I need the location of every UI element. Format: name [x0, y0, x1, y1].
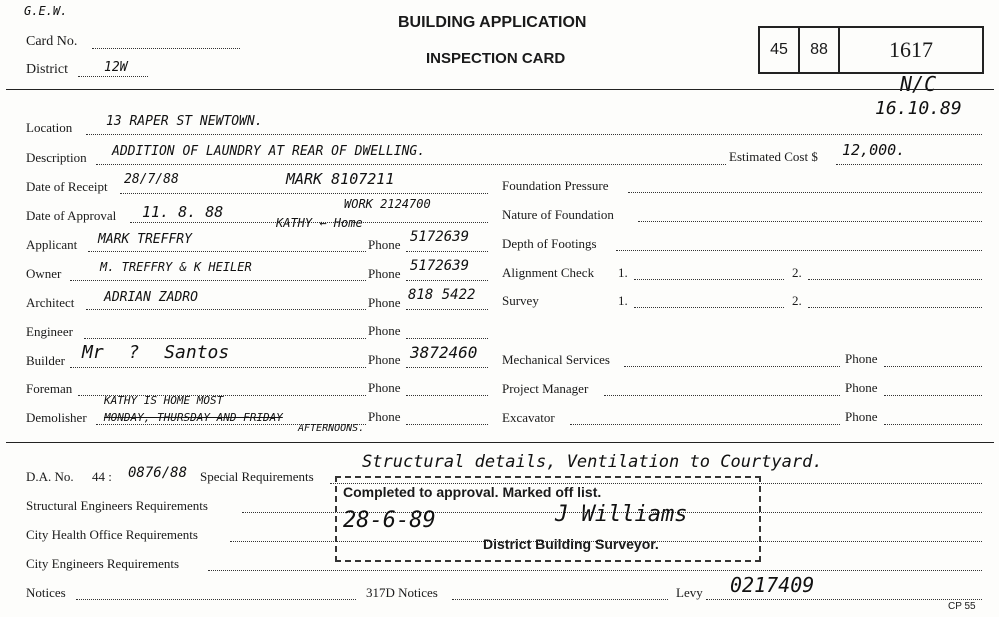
da-prefix: 44 :: [92, 469, 112, 484]
depth-of-footings-label: Depth of Footings: [502, 236, 597, 251]
survey-2: 2.: [792, 293, 802, 308]
box-88: 88: [800, 28, 840, 72]
project-manager-phone-label: Phone: [845, 380, 878, 395]
da-value: 0876/88: [128, 465, 188, 481]
owner-phone: 5172639: [410, 258, 470, 274]
engineer-label: Engineer: [26, 324, 73, 339]
location-value: 13 RAPER ST NEWTOWN.: [106, 114, 263, 129]
alignment-2: 2.: [792, 265, 802, 280]
applicant-phone-label: Phone: [368, 237, 401, 252]
stamp-line1: Completed to approval. Marked off list.: [343, 484, 602, 500]
survey-1: 1.: [618, 293, 628, 308]
architect-phone-label: Phone: [368, 295, 401, 310]
alignment-1: 1.: [618, 265, 628, 280]
applicant-line: [88, 251, 366, 252]
demolisher-phone-line: [406, 424, 488, 425]
applicant-phone: 5172639: [410, 229, 470, 245]
title-line2: INSPECTION CARD: [426, 50, 566, 67]
depth-of-footings-line: [616, 250, 982, 251]
survey-2-line: [808, 307, 982, 308]
demolisher-note3: AFTERNOONS.: [298, 423, 365, 434]
notices-317d-line: [452, 599, 668, 600]
survey-label: Survey: [502, 293, 539, 308]
project-manager-line: [604, 395, 840, 396]
approval-stamp: [335, 476, 761, 562]
gew-mark: G.E.W.: [24, 4, 68, 18]
builder-label: Builder: [26, 353, 65, 368]
alignment-check-label: Alignment Check: [502, 265, 595, 280]
project-manager-phone-line: [884, 395, 982, 396]
approval-note: WORK 2124700: [344, 197, 431, 211]
survey-1-line: [634, 307, 784, 308]
levy-label: Levy: [676, 585, 703, 600]
applicant-note: KATHY ← Home: [276, 216, 363, 230]
alignment-1-line: [634, 279, 784, 280]
builder-phone-label: Phone: [368, 352, 401, 367]
engineer-phone-line: [406, 338, 488, 339]
excavator-line: [570, 424, 840, 425]
applicant-phone-line: [406, 251, 488, 252]
engineer-line: [84, 338, 366, 339]
box-45: 45: [760, 28, 800, 72]
stamp-date: 28-6-89: [343, 508, 436, 533]
architect-value: ADRIAN ZADRO: [104, 290, 198, 305]
card-no-label: Card No.: [26, 34, 78, 49]
nc-note: N/C: [900, 72, 937, 96]
structural-label: Structural Engineers Requirements: [26, 498, 208, 513]
levy-line: [706, 599, 982, 600]
demolisher-note2: MONDAY, THURSDAY AND FRIDAY: [104, 411, 283, 424]
district-line: [78, 76, 148, 77]
applicant-label: Applicant: [26, 237, 78, 252]
levy-value: 0217409: [730, 573, 815, 597]
estimated-cost-value: 12,000.: [842, 141, 906, 159]
owner-value: M. TREFFRY & K HEILER: [100, 260, 252, 274]
architect-line: [86, 309, 366, 310]
district-label: District: [26, 62, 68, 77]
special-requirements-label: Special Requirements: [200, 469, 314, 484]
title-line1: BUILDING APPLICATION: [398, 14, 587, 31]
demolisher-phone-label: Phone: [368, 409, 401, 424]
district-value: 12W: [104, 60, 128, 75]
description-value: ADDITION OF LAUNDRY AT REAR OF DWELLING.: [112, 144, 426, 159]
builder-line: [70, 367, 366, 368]
foreman-phone-line: [406, 395, 488, 396]
form-code: CP 55: [948, 601, 976, 612]
nature-of-foundation-label: Nature of Foundation: [502, 207, 614, 222]
location-line: [86, 134, 982, 135]
approval-value: 11. 8. 88: [142, 203, 224, 221]
alignment-2-line: [808, 279, 982, 280]
builder-value: Mr ? Santos: [82, 342, 230, 363]
owner-phone-line: [406, 280, 488, 281]
excavator-phone-line: [884, 424, 982, 425]
stamp-line3: District Building Surveyor.: [483, 536, 659, 552]
excavator-label: Excavator: [502, 410, 555, 425]
owner-label: Owner: [26, 266, 62, 281]
demolisher-note1: KATHY IS HOME MOST: [104, 394, 224, 407]
notices-317d-label: 317D Notices: [366, 585, 438, 600]
approval-label: Date of Approval: [26, 208, 117, 223]
excavator-phone-label: Phone: [845, 409, 878, 424]
foundation-pressure-label: Foundation Pressure: [502, 178, 609, 193]
card-number: 1617: [889, 37, 933, 62]
stamp-signature: J Williams: [555, 502, 688, 527]
receipt-value: 28/7/88: [124, 172, 179, 187]
architect-label: Architect: [26, 295, 75, 310]
owner-line: [70, 280, 366, 281]
nature-of-foundation-line: [638, 221, 982, 222]
owner-phone-label: Phone: [368, 266, 401, 281]
description-label: Description: [26, 150, 87, 165]
nc-date: 16.10.89: [875, 98, 962, 119]
notices-label: Notices: [26, 585, 66, 600]
city-engineers-line: [208, 570, 982, 571]
receipt-label: Date of Receipt: [26, 179, 108, 194]
mechanical-services-line: [624, 366, 840, 367]
city-engineers-label: City Engineers Requirements: [26, 556, 180, 571]
location-label: Location: [26, 120, 73, 135]
estimated-cost-label: Estimated Cost $: [729, 149, 818, 164]
card-no-line: [92, 48, 240, 49]
description-line: [96, 164, 726, 165]
mechanical-phone-line: [884, 366, 982, 367]
engineer-phone-label: Phone: [368, 323, 401, 338]
applicant-value: MARK TREFFRY: [98, 232, 192, 247]
foreman-phone-label: Phone: [368, 380, 401, 395]
card-number-boxes: [758, 26, 984, 74]
builder-phone-line: [406, 367, 488, 368]
receipt-line: [120, 193, 488, 194]
builder-phone: 3872460: [410, 343, 478, 362]
demolisher-label: Demolisher: [26, 410, 87, 425]
da-label: D.A. No.: [26, 469, 74, 484]
health-label: City Health Office Requirements: [26, 527, 198, 542]
architect-phone: 818 5422: [408, 287, 476, 303]
estimated-cost-line: [836, 164, 982, 165]
middle-rule: [6, 442, 994, 443]
header-rule: [6, 89, 994, 90]
foreman-label: Foreman: [26, 381, 73, 396]
project-manager-label: Project Manager: [502, 381, 589, 396]
mechanical-services-label: Mechanical Services: [502, 352, 610, 367]
mechanical-phone-label: Phone: [845, 351, 878, 366]
foundation-pressure-line: [628, 192, 982, 193]
notices-line: [76, 599, 356, 600]
special-requirements-value: Structural details, Ventilation to Courtyard.: [362, 452, 823, 472]
architect-phone-line: [406, 309, 488, 310]
receipt-note: MARK 8107211: [286, 170, 395, 188]
